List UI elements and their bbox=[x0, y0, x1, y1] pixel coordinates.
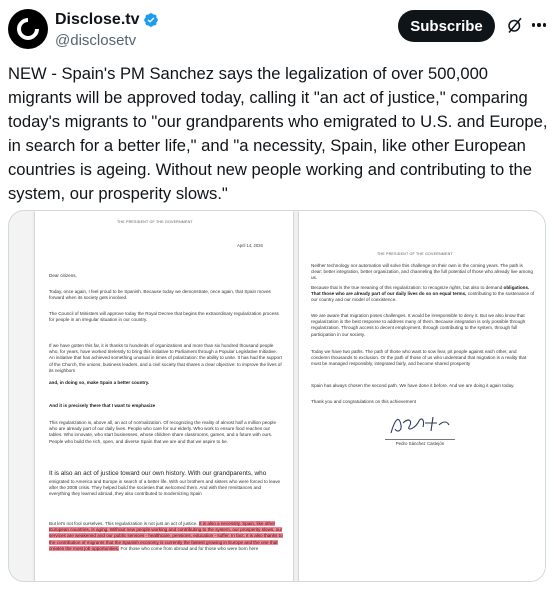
letter-paragraph: Neither technology nor automation will solve this challenge on their own in the coming years. The path is clear: better integration, better organization, and channeling the full potential of those who already live among us. bbox=[311, 263, 533, 281]
letter-header: THE PRESIDENT OF THE GOVERNMENT bbox=[377, 252, 453, 256]
signature-icon bbox=[385, 411, 455, 437]
verified-badge-icon bbox=[143, 12, 159, 28]
author-names bbox=[55, 10, 159, 49]
letter-paragraph: And it is precisely there that I want to emphasize bbox=[49, 403, 156, 408]
letter-paragraph: and, in doing so, make Spain a better country. bbox=[49, 380, 150, 385]
display-name[interactable]: Disclose.tv bbox=[55, 11, 140, 28]
letter-emphasis: It is also an act of justice toward our own history. With our grandparents, who bbox=[49, 470, 267, 477]
post-text: NEW - Spain's PM Sanchez says the legalization of over 500,000 migrants will be approved today, calling it "an act of justice," comparing today's migrants to "our grandparents who emigrated to U.S. and Europe, in search for a better life," and "a necessity, Spain, like other European countries is ageing. Without new people working and contributing to the system, our prosperity slows." bbox=[8, 64, 553, 203]
letter-page-1 bbox=[35, 211, 293, 582]
letter-paragraph: Today we have two paths. The path of those who want to sow fear, pit people against each other, and condemn thousands to exclusion. Or the path of those of us who understand that migration is a reality that must be managed responsibly, integrated fairly, and become shared prosperity bbox=[311, 349, 527, 367]
letter-text: obligations. That those who are already part of our daily lives do so on equal terms, bbox=[311, 285, 530, 297]
letter-paragraph: Spain has always chosen the second path. We have done it before. And we are doing it again today. bbox=[311, 383, 515, 388]
letter-paragraph bbox=[49, 521, 283, 552]
letter-salutation: Dear citizens, bbox=[49, 273, 77, 278]
letter-paragraph: This regularization is, above all, an act of normalization. Of recognizing the reality of almost half a million people who are already part of our daily lives. People who care for our elderly. Who work to ensure food reaches our tables. Who innovate, who start businesses, whose children share classrooms, games, and a future with ours. People who build the rich, open, and diverse Spain that we are and that we aspire to be. bbox=[49, 420, 276, 444]
letter-text: contributing to the sustenance of our country and our model of coexistence. bbox=[311, 291, 535, 303]
subscribe-button[interactable]: Subscribe bbox=[398, 10, 495, 42]
letter-text: But let's not fool ourselves. This regularization is not just an act of justice. bbox=[49, 521, 198, 526]
account-handle[interactable]: @disclosetv bbox=[55, 32, 137, 49]
post-header bbox=[0, 0, 554, 60]
avatar[interactable] bbox=[8, 9, 48, 49]
letter-paragraph bbox=[311, 285, 535, 304]
letter-paragraph: Today, once again, I feel proud to be Spanish. Because today we demonstrate, once again, that Spain moves forward when its society gets involved. bbox=[49, 289, 271, 301]
grok-icon[interactable] bbox=[506, 16, 524, 34]
highlighted-passage: It is also a necessity. Spain, like other European countries, is aging. Without new people working and contributing to the system, our prosperity slows, our services are weakened and our public services - healthcare, pensions, education - suffer. In fact, it is also thanks to the contribution of migrants that the Spanish economy is currently the fastest growing in Europe and the one that creates the most job opportunities. bbox=[49, 521, 283, 551]
post-media-image[interactable] bbox=[8, 210, 546, 582]
letter-paragraph: The Council of Ministers will approve today the Royal Decree that begins the extraordinary regularization process for people in an irregular situation in our country. bbox=[49, 311, 279, 323]
letter-paragraph: If we have gotten this far, it is thanks to hundreds of organizations and more than six hundred thousand people who, for years, have worked tirelessly to bring this initiative to Parliament through a Popular Legislative Initiative. An initiative that has achieved something unusual in times of polarization: the ability to unite. It has had the support of the Church, the unions, business leaders, and a civil society that shares a clear objective: to improve the lives of its neighbors bbox=[49, 343, 282, 373]
letter-page-2 bbox=[299, 211, 546, 582]
signature-block bbox=[385, 411, 455, 447]
letter-date: April 14, 2026 bbox=[237, 243, 263, 248]
letter-header: THE PRESIDENT OF THE GOVERNMENT bbox=[117, 220, 193, 224]
letter-paragraph: Thank you and congratulations on this achievement bbox=[311, 399, 416, 404]
display-name-row bbox=[55, 10, 159, 30]
disclose-logo-icon bbox=[12, 13, 43, 44]
signatory-name: Pedro Sánchez Castejón bbox=[385, 439, 455, 447]
more-horizontal-icon[interactable] bbox=[530, 16, 548, 34]
letter-text: Because that is the true meaning of this regularization: to recognize rights, but also to demand bbox=[311, 285, 503, 290]
letter-paragraph: emigrated to America and Europe in search of a better life. With our brothers and sisters who were forced to leave after the 2008 crisis. They helped build the societies that welcomed them. And with their remittances and everything they learned abroad, they also contributed to modernizing Spain bbox=[49, 479, 281, 497]
letter-paragraph: We are aware that migration poses challenges. It would be irresponsible to deny it. But we also know that regularization is the best response to address many of them. Because integration is only possible through regularization. Through access to decent employment, through contributing to the system, through full participation in our society. bbox=[311, 313, 526, 337]
letter-text: For those who come from abroad and for those who were born here bbox=[120, 545, 259, 551]
